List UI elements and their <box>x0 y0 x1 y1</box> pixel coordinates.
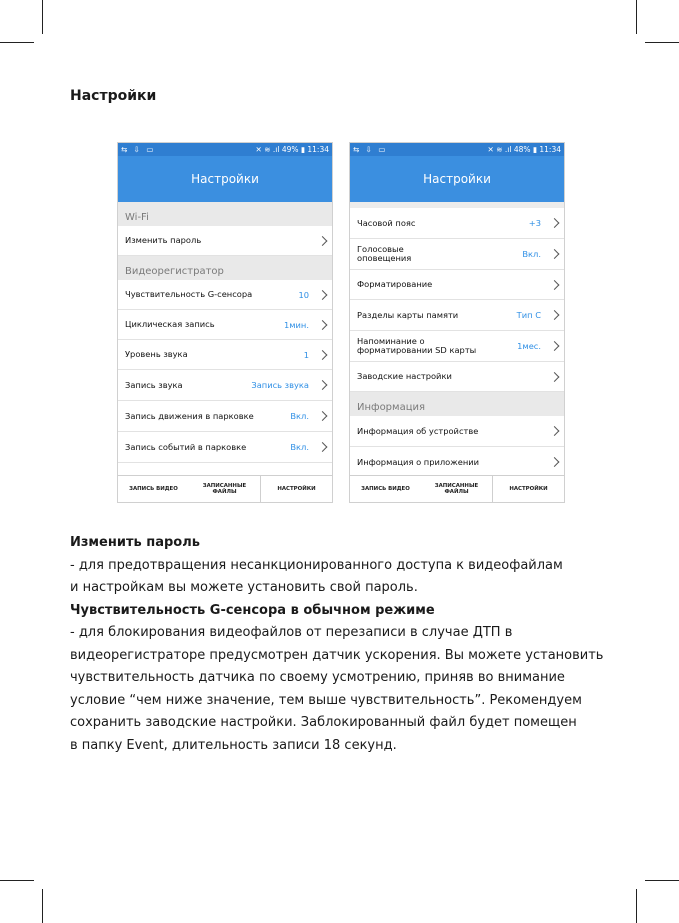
setting-value: +3 <box>528 218 541 228</box>
setting-value: 1мес. <box>517 341 541 351</box>
setting-row-parking-events[interactable] <box>118 432 332 463</box>
chevron-right-icon <box>550 218 560 228</box>
manual-text <box>70 532 630 757</box>
setting-row-time-zone[interactable] <box>350 208 564 239</box>
chevron-right-icon <box>550 372 560 382</box>
setting-row-app-info[interactable] <box>350 447 564 478</box>
setting-row-g-sensor[interactable] <box>118 280 332 310</box>
setting-label: Уровень звука <box>125 349 188 359</box>
paragraph-line: сохранить заводские настройки. Заблокированный файл будет помещен <box>70 715 577 730</box>
status-icons-right: ✕ ≋ .ıl 48% ▮ 11:34 <box>487 145 561 154</box>
setting-value: 1мин. <box>284 319 309 330</box>
status-icons-right: ✕ ≋ .ıl 49% ▮ 11:34 <box>255 145 329 154</box>
setting-label: Запись движения в парковке <box>125 410 254 421</box>
tab-record-video[interactable]: ЗАПИСЬ ВИДЕО <box>361 486 410 492</box>
paragraph-line: - для предотвращения несанкционированного доступа к видеофайлам <box>70 557 563 573</box>
setting-row-format[interactable] <box>350 270 564 300</box>
setting-label: Циклическая запись <box>125 319 215 329</box>
setting-value: 10 <box>298 289 309 300</box>
crop-mark <box>636 889 637 923</box>
setting-row-change-password[interactable] <box>118 226 332 256</box>
crop-mark <box>42 0 43 34</box>
bottom-navigation <box>118 475 332 502</box>
settings-list <box>350 202 564 478</box>
crop-mark <box>42 889 43 923</box>
setting-row-volume[interactable] <box>118 340 332 370</box>
setting-label: Напоминание о форматировании SD карты <box>357 336 477 355</box>
phone-screenshot-right <box>349 142 565 503</box>
setting-label: Запись звука <box>125 379 183 390</box>
chevron-right-icon <box>550 249 560 259</box>
setting-row-voice-alerts[interactable] <box>350 239 564 270</box>
paragraph-line: видеорегистраторе предусмотрен датчик ускорения. Вы можете установить <box>70 647 604 663</box>
chevron-right-icon <box>550 457 560 467</box>
paragraph-line: и настройкам вы можете установить свой пароль. <box>70 580 418 595</box>
section-header-info: Информация <box>350 392 564 416</box>
chevron-right-icon <box>318 442 328 452</box>
setting-row-parking-motion[interactable] <box>118 401 332 432</box>
setting-label: Часовой пояс <box>357 217 416 228</box>
setting-value: 1 <box>303 349 309 360</box>
app-bar <box>118 156 332 202</box>
setting-label: Разделы карты памяти <box>357 309 459 320</box>
paragraph-line: условие “чем ниже значение, тем выше чувствительность”. Рекомендуем <box>70 692 582 708</box>
crop-mark <box>0 42 34 43</box>
chevron-right-icon <box>318 236 328 246</box>
setting-value: Запись звука <box>251 380 309 390</box>
phone-screenshot-left <box>117 142 333 503</box>
setting-row-loop-recording[interactable] <box>118 310 332 340</box>
chevron-right-icon <box>318 350 328 360</box>
settings-list <box>118 202 332 463</box>
setting-label: Информация об устройстве <box>357 425 479 436</box>
chevron-right-icon <box>318 380 328 390</box>
setting-value: Вкл. <box>290 442 309 452</box>
chevron-right-icon <box>318 320 328 330</box>
bottom-navigation <box>350 475 564 502</box>
crop-mark <box>0 880 34 881</box>
setting-label: Запись событий в парковке <box>125 441 247 452</box>
tab-record-video[interactable]: ЗАПИСЬ ВИДЕО <box>129 486 178 492</box>
app-bar-title: Настройки <box>423 172 491 186</box>
setting-label: Информация о приложении <box>357 456 480 467</box>
status-bar <box>350 143 564 156</box>
setting-label: Голосовые оповещения <box>357 244 412 263</box>
page-title: Настройки <box>70 88 157 104</box>
setting-label: Заводские настройки <box>357 371 452 381</box>
setting-label: Форматирование <box>357 279 433 289</box>
setting-label: Изменить пароль <box>125 235 202 245</box>
chevron-right-icon <box>550 341 560 351</box>
setting-value: Вкл. <box>522 249 541 259</box>
setting-row-device-info[interactable] <box>350 416 564 447</box>
app-bar <box>350 156 564 202</box>
setting-label: Чувствительность G-сенсора <box>125 289 253 299</box>
setting-row-factory-reset[interactable] <box>350 362 564 392</box>
paragraph-line: - для блокирования видеофайлов от перезаписи в случае ДТП в <box>70 625 513 640</box>
status-icons-left: ⇆ ⇩ ▭ <box>121 145 156 154</box>
chevron-right-icon <box>318 411 328 421</box>
status-icons-left: ⇆ ⇩ ▭ <box>353 145 388 154</box>
paragraph-line: чувствительность датчика по своему усмотрению, приняв во внимание <box>70 670 565 685</box>
tab-recorded-files[interactable]: ЗАПИСАННЫЕ ФАЙЛЫ <box>434 483 479 495</box>
crop-mark <box>645 880 679 881</box>
subheading-change-password: Изменить пароль <box>70 535 200 550</box>
crop-mark <box>636 0 637 34</box>
status-bar <box>118 143 332 156</box>
setting-value: Тип C <box>516 310 541 320</box>
subheading-g-sensor: Чувствительность G-сенсора в обычном режиме <box>70 602 435 618</box>
chevron-right-icon <box>550 426 560 436</box>
chevron-right-icon <box>550 310 560 320</box>
crop-mark <box>645 42 679 43</box>
section-header-dvr: Видеорегистратор <box>118 256 332 280</box>
setting-row-format-reminder[interactable] <box>350 331 564 362</box>
app-bar-title: Настройки <box>191 172 259 186</box>
chevron-right-icon <box>318 290 328 300</box>
paragraph-line: в папку Event, длительность записи 18 секунд. <box>70 737 397 753</box>
setting-row-memory-partitions[interactable] <box>350 300 564 331</box>
chevron-right-icon <box>550 280 560 290</box>
setting-row-audio-recording[interactable] <box>118 370 332 401</box>
setting-value: Вкл. <box>290 411 309 421</box>
tab-settings[interactable]: НАСТРОЙКИ <box>260 476 332 502</box>
tab-settings[interactable]: НАСТРОЙКИ <box>492 476 564 502</box>
section-header-wifi: Wi-Fi <box>118 202 332 226</box>
tab-recorded-files[interactable]: ЗАПИСАННЫЕ ФАЙЛЫ <box>202 483 247 495</box>
